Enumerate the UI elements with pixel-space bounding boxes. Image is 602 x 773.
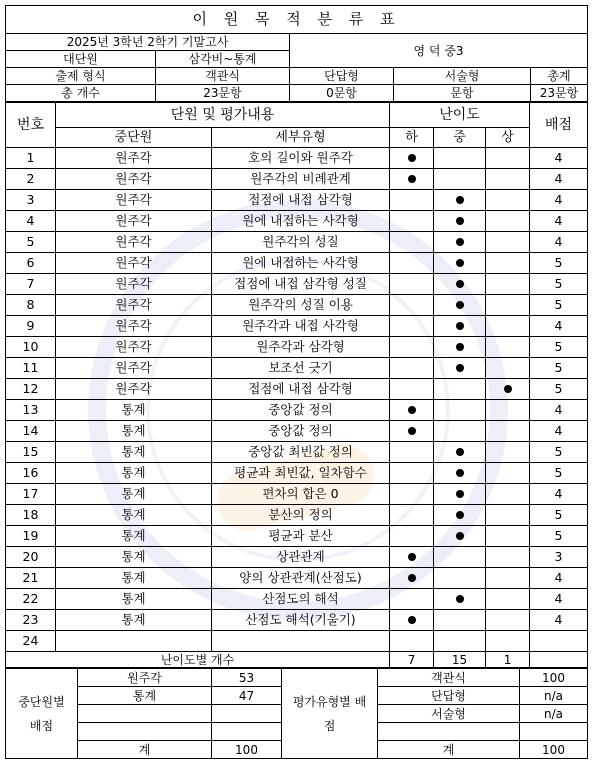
difficulty-dot-icon <box>408 574 416 582</box>
question-points: 5 <box>530 253 588 274</box>
detail-type: 편차의 합은 0 <box>212 484 390 505</box>
difficulty-low-cell <box>390 442 434 463</box>
col-difficulty: 난이도 <box>390 103 530 128</box>
question-points: 4 <box>530 232 588 253</box>
difficulty-low-cell <box>390 505 434 526</box>
difficulty-high-cell <box>486 253 530 274</box>
count-objective: 23문항 <box>156 85 290 102</box>
difficulty-count-label: 난이도별 개수 <box>6 652 390 668</box>
difficulty-mid-cell <box>434 589 486 610</box>
table-row <box>6 610 588 631</box>
count-essay: 문항 <box>394 85 531 102</box>
question-points: 4 <box>530 316 588 337</box>
difficulty-mid-cell <box>434 190 486 211</box>
summary-left-name <box>78 723 212 741</box>
detail-type: 중앙값 정의 <box>212 400 390 421</box>
difficulty-dot-icon <box>408 154 416 162</box>
table-row <box>6 400 588 421</box>
difficulty-mid-cell <box>434 463 486 484</box>
difficulty-dot-icon <box>456 343 464 351</box>
difficulty-count-mid: 15 <box>434 652 486 668</box>
summary-right-value <box>520 723 588 741</box>
question-points: 4 <box>530 190 588 211</box>
question-points: 4 <box>530 148 588 169</box>
difficulty-dot-icon <box>456 469 464 477</box>
difficulty-high-cell <box>486 442 530 463</box>
table-row <box>6 274 588 295</box>
summary-right-value: n/a <box>520 687 588 705</box>
question-number: 13 <box>6 400 56 421</box>
question-number: 9 <box>6 316 56 337</box>
question-points: 4 <box>530 169 588 190</box>
question-number: 5 <box>6 232 56 253</box>
unit-label: 대단원 <box>6 51 156 68</box>
mid-unit: 통계 <box>56 505 212 526</box>
difficulty-high-cell <box>486 547 530 568</box>
difficulty-low-cell <box>390 169 434 190</box>
table-row <box>6 232 588 253</box>
question-points: 4 <box>530 421 588 442</box>
mid-unit: 원주각 <box>56 295 212 316</box>
difficulty-count-points <box>530 652 588 668</box>
question-points: 5 <box>530 358 588 379</box>
difficulty-low-cell <box>390 253 434 274</box>
summary-right-value: n/a <box>520 705 588 723</box>
difficulty-high-cell <box>486 631 530 652</box>
difficulty-dot-icon <box>456 490 464 498</box>
question-number: 3 <box>6 190 56 211</box>
mid-unit <box>56 631 212 652</box>
detail-type: 양의 상관관계(산점도) <box>212 568 390 589</box>
question-number: 11 <box>6 358 56 379</box>
mid-unit: 통계 <box>56 484 212 505</box>
table-row <box>6 547 588 568</box>
question-points: 5 <box>530 274 588 295</box>
table-row <box>6 505 588 526</box>
difficulty-mid-cell <box>434 484 486 505</box>
difficulty-low-cell <box>390 316 434 337</box>
mid-unit: 통계 <box>56 568 212 589</box>
difficulty-low-cell <box>390 295 434 316</box>
difficulty-mid-cell <box>434 358 486 379</box>
difficulty-low-cell <box>390 547 434 568</box>
mid-unit: 원주각 <box>56 253 212 274</box>
mid-unit: 원주각 <box>56 358 212 379</box>
mid-unit: 원주각 <box>56 169 212 190</box>
difficulty-high-cell <box>486 400 530 421</box>
difficulty-dot-icon <box>504 385 512 393</box>
classification-sheet <box>5 5 587 759</box>
difficulty-mid-cell <box>434 295 486 316</box>
question-number: 4 <box>6 211 56 232</box>
table-row <box>6 589 588 610</box>
detail-type: 원에 내접하는 사각형 <box>212 211 390 232</box>
question-number: 17 <box>6 484 56 505</box>
difficulty-dot-icon <box>456 217 464 225</box>
difficulty-dot-icon <box>456 595 464 603</box>
difficulty-mid-cell <box>434 232 486 253</box>
col-points: 배점 <box>530 103 588 148</box>
difficulty-low-cell <box>390 274 434 295</box>
detail-type: 접점에 내접 삼각형 <box>212 379 390 400</box>
question-number: 16 <box>6 463 56 484</box>
difficulty-dot-icon <box>408 616 416 624</box>
summary-right-total-label: 계 <box>378 741 520 759</box>
difficulty-dot-icon <box>456 196 464 204</box>
difficulty-low-cell <box>390 232 434 253</box>
question-number: 10 <box>6 337 56 358</box>
table-row <box>6 526 588 547</box>
difficulty-mid-cell <box>434 610 486 631</box>
school-name: 영 덕 중3 <box>290 34 588 68</box>
difficulty-low-cell <box>390 379 434 400</box>
question-points <box>530 631 588 652</box>
summary-right-name: 단답형 <box>378 687 520 705</box>
detail-type: 산점도 해석(기울기) <box>212 610 390 631</box>
difficulty-high-cell <box>486 589 530 610</box>
table-row <box>6 358 588 379</box>
count-label: 총 개수 <box>6 85 156 102</box>
detail-type: 평균과 분산 <box>212 526 390 547</box>
count-total: 23문항 <box>531 85 588 102</box>
difficulty-dot-icon <box>456 364 464 372</box>
difficulty-high-cell <box>486 337 530 358</box>
difficulty-high-cell <box>486 211 530 232</box>
difficulty-mid-cell <box>434 337 486 358</box>
difficulty-mid-cell <box>434 421 486 442</box>
detail-type: 산점도의 해석 <box>212 589 390 610</box>
summary-left-name: 원주각 <box>78 669 212 687</box>
question-number: 2 <box>6 169 56 190</box>
summary-right-name <box>378 723 520 741</box>
difficulty-mid-cell <box>434 442 486 463</box>
summary-right-value: 100 <box>520 669 588 687</box>
table-row <box>6 568 588 589</box>
question-number: 23 <box>6 610 56 631</box>
mid-unit: 통계 <box>56 463 212 484</box>
col-detail: 세부유형 <box>212 128 390 148</box>
detail-type: 원주각의 성질 <box>212 232 390 253</box>
difficulty-mid-cell <box>434 547 486 568</box>
question-points: 5 <box>530 463 588 484</box>
table-row <box>6 379 588 400</box>
difficulty-low-cell <box>390 337 434 358</box>
col-content: 단원 및 평가내용 <box>56 103 390 128</box>
difficulty-mid-cell <box>434 379 486 400</box>
question-points: 5 <box>530 442 588 463</box>
page-title: 이 원 목 적 분 류 표 <box>6 6 588 34</box>
question-number: 18 <box>6 505 56 526</box>
difficulty-low-cell <box>390 148 434 169</box>
summary-left-value: 53 <box>212 669 282 687</box>
difficulty-mid-cell <box>434 274 486 295</box>
difficulty-high-cell <box>486 463 530 484</box>
detail-type: 원에 내접하는 사각형 <box>212 253 390 274</box>
difficulty-high-cell <box>486 358 530 379</box>
question-points: 5 <box>530 295 588 316</box>
question-number: 7 <box>6 274 56 295</box>
table-row <box>6 169 588 190</box>
detail-type: 분산의 정의 <box>212 505 390 526</box>
header-table <box>5 5 588 102</box>
difficulty-count-high: 1 <box>486 652 530 668</box>
mid-unit: 통계 <box>56 610 212 631</box>
detail-type: 호의 길이와 원주각 <box>212 148 390 169</box>
difficulty-low-cell <box>390 589 434 610</box>
question-points: 5 <box>530 379 588 400</box>
summary-right-total: 100 <box>520 741 588 759</box>
table-row <box>6 631 588 652</box>
question-number: 1 <box>6 148 56 169</box>
difficulty-high-cell <box>486 295 530 316</box>
difficulty-mid-cell <box>434 505 486 526</box>
mid-unit: 원주각 <box>56 232 212 253</box>
format-short: 단답형 <box>290 68 394 85</box>
summary-left-total: 100 <box>212 741 282 759</box>
difficulty-low-cell <box>390 421 434 442</box>
col-high: 상 <box>486 128 530 148</box>
difficulty-high-cell <box>486 148 530 169</box>
detail-type: 중앙값 정의 <box>212 421 390 442</box>
table-row <box>6 190 588 211</box>
question-number: 15 <box>6 442 56 463</box>
difficulty-dot-icon <box>408 406 416 414</box>
table-row <box>6 337 588 358</box>
difficulty-dot-icon <box>456 511 464 519</box>
mid-unit: 원주각 <box>56 379 212 400</box>
mid-unit: 원주각 <box>56 316 212 337</box>
detail-type: 평균과 최빈값, 일차함수 <box>212 463 390 484</box>
difficulty-dot-icon <box>456 238 464 246</box>
col-mid: 중 <box>434 128 486 148</box>
question-number: 14 <box>6 421 56 442</box>
table-row <box>6 295 588 316</box>
difficulty-low-cell <box>390 211 434 232</box>
difficulty-dot-icon <box>408 427 416 435</box>
detail-type: 원주각의 비례관계 <box>212 169 390 190</box>
difficulty-high-cell <box>486 232 530 253</box>
question-points: 4 <box>530 484 588 505</box>
difficulty-high-cell <box>486 169 530 190</box>
question-points: 4 <box>530 400 588 421</box>
mid-unit: 통계 <box>56 589 212 610</box>
col-number: 번호 <box>6 103 56 148</box>
difficulty-count-low: 7 <box>390 652 434 668</box>
difficulty-low-cell <box>390 358 434 379</box>
difficulty-mid-cell <box>434 631 486 652</box>
difficulty-low-cell <box>390 190 434 211</box>
question-number: 24 <box>6 631 56 652</box>
difficulty-mid-cell <box>434 253 486 274</box>
difficulty-low-cell <box>390 631 434 652</box>
question-number: 12 <box>6 379 56 400</box>
table-row <box>6 316 588 337</box>
difficulty-mid-cell <box>434 568 486 589</box>
summary-left-value <box>212 723 282 741</box>
detail-type: 원주각과 내접 사각형 <box>212 316 390 337</box>
detail-type <box>212 631 390 652</box>
difficulty-mid-cell <box>434 400 486 421</box>
difficulty-high-cell <box>486 610 530 631</box>
question-points: 5 <box>530 505 588 526</box>
difficulty-mid-cell <box>434 316 486 337</box>
mid-unit: 원주각 <box>56 190 212 211</box>
difficulty-mid-cell <box>434 211 486 232</box>
detail-type: 원주각의 성질 이용 <box>212 295 390 316</box>
difficulty-mid-cell <box>434 148 486 169</box>
difficulty-dot-icon <box>456 448 464 456</box>
question-points: 3 <box>530 547 588 568</box>
unit-value: 삼각비~통계 <box>156 51 290 68</box>
mid-unit: 통계 <box>56 442 212 463</box>
table-row <box>6 484 588 505</box>
mid-unit: 통계 <box>56 421 212 442</box>
table-row <box>6 253 588 274</box>
summary-right-name: 서술형 <box>378 705 520 723</box>
difficulty-high-cell <box>486 379 530 400</box>
format-total: 총계 <box>531 68 588 85</box>
difficulty-dot-icon <box>456 259 464 267</box>
detail-type: 상관관계 <box>212 547 390 568</box>
question-points: 5 <box>530 337 588 358</box>
format-objective: 객관식 <box>156 68 290 85</box>
difficulty-high-cell <box>486 421 530 442</box>
difficulty-dot-icon <box>408 175 416 183</box>
summary-left-name <box>78 705 212 723</box>
difficulty-low-cell <box>390 526 434 547</box>
difficulty-high-cell <box>486 526 530 547</box>
difficulty-low-cell <box>390 568 434 589</box>
exam-name: 2025년 3학년 2학기 기말고사 <box>6 34 290 51</box>
question-number: 6 <box>6 253 56 274</box>
difficulty-dot-icon <box>456 532 464 540</box>
mid-unit-points-label: 중단원별 배점 <box>6 669 78 759</box>
mid-unit: 통계 <box>56 547 212 568</box>
difficulty-low-cell <box>390 484 434 505</box>
detail-type: 원주각과 삼각형 <box>212 337 390 358</box>
question-number: 21 <box>6 568 56 589</box>
difficulty-dot-icon <box>456 322 464 330</box>
question-rows <box>6 148 588 652</box>
difficulty-dot-icon <box>408 553 416 561</box>
table-row <box>6 463 588 484</box>
detail-type: 접점에 내접 삼각형 <box>212 190 390 211</box>
mid-unit: 원주각 <box>56 274 212 295</box>
difficulty-low-cell <box>390 610 434 631</box>
question-number: 8 <box>6 295 56 316</box>
format-essay: 서술형 <box>394 68 531 85</box>
summary-left-name: 통계 <box>78 687 212 705</box>
question-points: 4 <box>530 610 588 631</box>
mid-unit: 원주각 <box>56 148 212 169</box>
difficulty-low-cell <box>390 463 434 484</box>
question-points: 4 <box>530 211 588 232</box>
summary-left-total-label: 계 <box>78 741 212 759</box>
difficulty-mid-cell <box>434 169 486 190</box>
table-row <box>6 148 588 169</box>
question-number: 19 <box>6 526 56 547</box>
detail-type: 접점에 내접 삼각형 성질 <box>212 274 390 295</box>
difficulty-high-cell <box>486 505 530 526</box>
detail-type: 중앙값 최빈값 정의 <box>212 442 390 463</box>
col-low: 하 <box>390 128 434 148</box>
difficulty-high-cell <box>486 484 530 505</box>
difficulty-high-cell <box>486 190 530 211</box>
difficulty-high-cell <box>486 316 530 337</box>
detail-type: 보조선 긋기 <box>212 358 390 379</box>
difficulty-dot-icon <box>456 280 464 288</box>
difficulty-high-cell <box>486 274 530 295</box>
question-points: 4 <box>530 568 588 589</box>
question-points: 5 <box>530 526 588 547</box>
summary-right-name: 객관식 <box>378 669 520 687</box>
difficulty-high-cell <box>486 568 530 589</box>
question-number: 22 <box>6 589 56 610</box>
difficulty-dot-icon <box>456 301 464 309</box>
question-number: 20 <box>6 547 56 568</box>
mid-unit: 원주각 <box>56 211 212 232</box>
table-row <box>6 442 588 463</box>
count-short: 0문항 <box>290 85 394 102</box>
difficulty-low-cell <box>390 400 434 421</box>
summary-table <box>5 668 588 759</box>
format-label: 출제 형식 <box>6 68 156 85</box>
summary-left-value: 47 <box>212 687 282 705</box>
table-row <box>6 211 588 232</box>
mid-unit: 통계 <box>56 526 212 547</box>
table-row <box>6 421 588 442</box>
summary-left-value <box>212 705 282 723</box>
mid-unit: 원주각 <box>56 337 212 358</box>
question-table <box>5 102 588 668</box>
mid-unit: 통계 <box>56 400 212 421</box>
difficulty-mid-cell <box>434 526 486 547</box>
col-mid-unit: 중단원 <box>56 128 212 148</box>
type-points-label: 평가유형별 배점 <box>282 669 378 759</box>
question-points: 4 <box>530 589 588 610</box>
